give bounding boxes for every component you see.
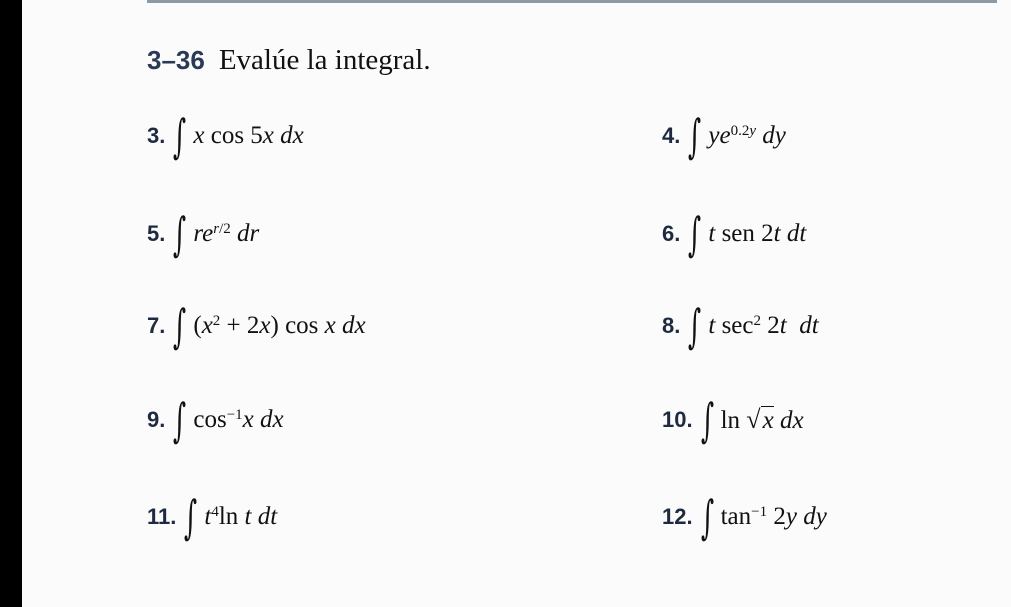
- integral-sign: ∫: [173, 299, 187, 353]
- integrand: t $\sec^2 2t$ dt: [708, 312, 819, 339]
- problem-12: [662, 490, 827, 544]
- integrand: $\tan^{-1} 2y$ dy: [720, 503, 827, 530]
- integrand: x cos 5x dx: [193, 122, 304, 149]
- integrand: $re^{r/2}$ dr: [193, 220, 260, 247]
- integrand: $(x^2 + 2x)$ cos x dx: [193, 312, 366, 339]
- integral-sign: ∫: [700, 393, 714, 447]
- integral-sign: ∫: [688, 299, 702, 353]
- integrand: $t^4\ln$ t dt: [204, 503, 278, 530]
- problem-number: 7.: [147, 313, 166, 338]
- problem-5: [147, 207, 260, 261]
- integral-sign: ∫: [700, 490, 714, 544]
- integral-sign: ∫: [688, 207, 702, 261]
- integral-sign: ∫: [688, 109, 702, 163]
- integral-sign: ∫: [173, 393, 187, 447]
- sqrt-sign: √: [746, 404, 761, 434]
- problem-4: [662, 109, 786, 163]
- integral-sign: ∫: [184, 490, 198, 544]
- problem-7: [147, 299, 366, 353]
- exercise-header: [147, 44, 431, 77]
- integral-sign: ∫: [173, 207, 187, 261]
- integrand: ln √x dx: [720, 404, 804, 434]
- problem-number: 4.: [662, 123, 681, 148]
- problem-number: 10.: [662, 407, 693, 432]
- problem-number: 9.: [147, 407, 166, 432]
- problem-number: 8.: [662, 313, 681, 338]
- problem-number: 6.: [662, 221, 681, 246]
- problem-6: [662, 207, 807, 261]
- problem-number: 12.: [662, 504, 693, 529]
- exercise-instruction: Evalúe la integral.: [218, 44, 431, 76]
- top-rule: [147, 0, 997, 3]
- problem-11: [147, 490, 278, 544]
- problem-number: 3.: [147, 123, 166, 148]
- problem-9: [147, 393, 284, 447]
- problem-8: [662, 299, 819, 353]
- problem-number: 11.: [147, 504, 177, 529]
- exercise-range: 3–36: [147, 45, 205, 75]
- problem-number: 5.: [147, 221, 166, 246]
- problem-3: [147, 109, 304, 163]
- integrand: $\cos^{-1}x$ dx: [193, 406, 284, 433]
- problem-10: [662, 393, 804, 447]
- integrand: t sen 2t dt: [708, 220, 807, 247]
- integrand: $ye^{0.2y}$ dy: [708, 122, 786, 149]
- integral-sign: ∫: [173, 109, 187, 163]
- textbook-page: [22, 0, 1011, 607]
